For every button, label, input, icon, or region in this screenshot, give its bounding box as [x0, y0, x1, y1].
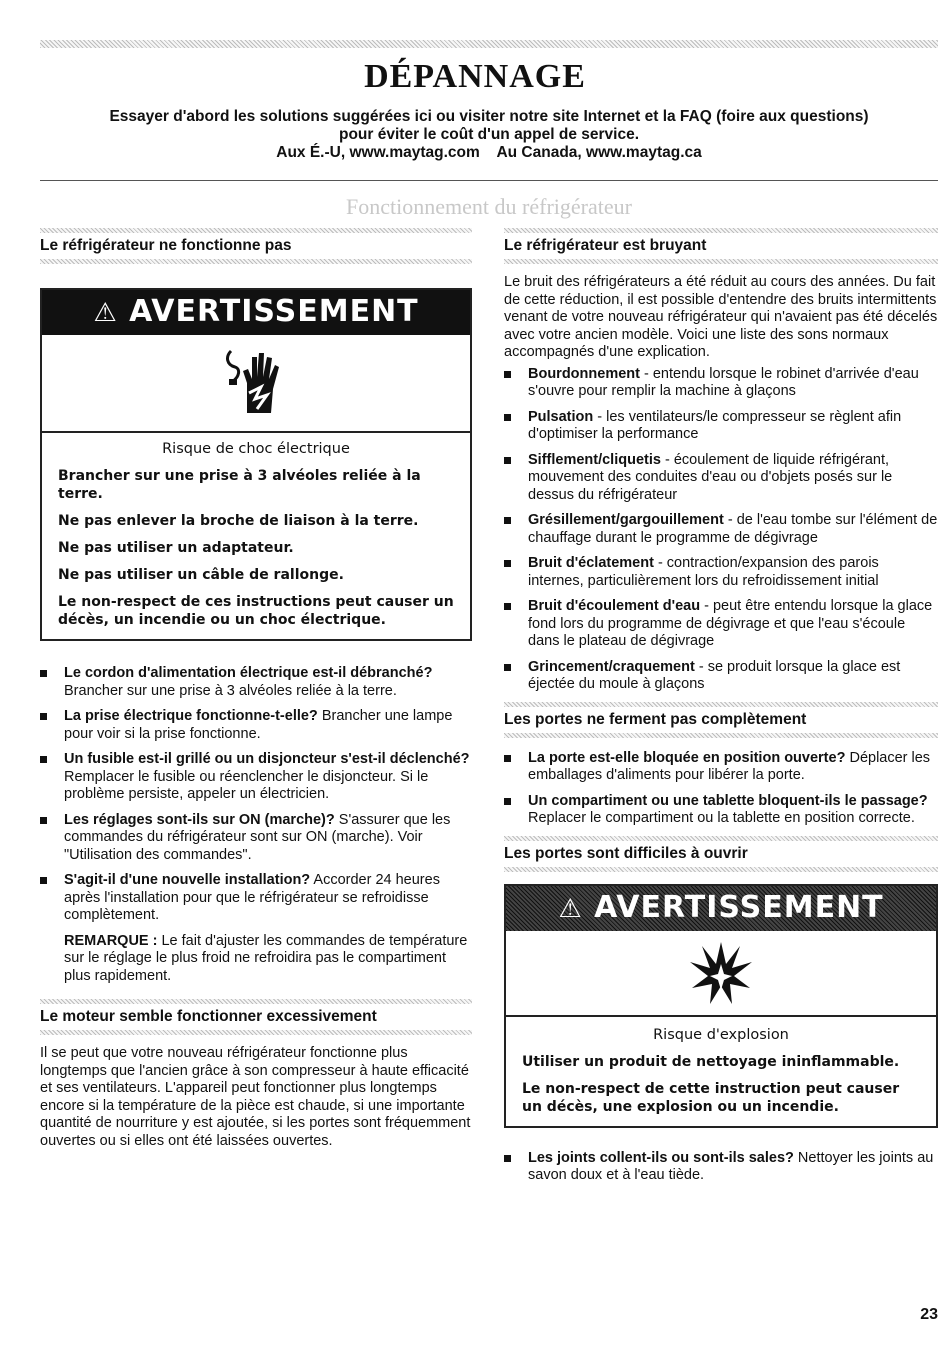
- not-working-list: [40, 665, 472, 925]
- electric-shock-hand-icon: [221, 343, 291, 423]
- subheading: [504, 702, 938, 738]
- heading-not-working: Le réfrigérateur ne fonctionne pas: [40, 237, 292, 254]
- warning-line: Utiliser un produit de nettoyage ininflammable.: [522, 1053, 900, 1070]
- list-item: La porte est-elle bloquée en position ouverte? Déplacer les emballages d'aliments pour libérer la porte.: [504, 750, 938, 785]
- list-item: Grincement/craquement - se produit lorsque la glace est éjectée du moule à glaçons: [504, 659, 938, 694]
- subheading: [40, 999, 472, 1035]
- warning-header: ⚠ AVERTISSEMENT: [42, 290, 470, 335]
- section-title: Fonctionnement du réfrigérateur: [346, 194, 632, 219]
- doors-list: [504, 750, 938, 828]
- warning-line: Brancher sur une prise à 3 alvéoles reliée à la terre.: [58, 468, 421, 502]
- warning-line: Ne pas utiliser un câble de rallonge.: [58, 567, 344, 583]
- left-column: [40, 228, 472, 1150]
- list-item: S'agit-il d'une nouvelle installation? Accorder 24 heures après l'installation pour que le réfrigérateur se refroidisse complètement.: [40, 872, 472, 925]
- warning-line: Ne pas utiliser un adaptateur.: [58, 540, 294, 556]
- list-item: Bourdonnement - entendu lorsque le robinet d'arrivée d'eau s'ouvre pour remplir la machine à glaçons: [504, 366, 938, 401]
- warning-body: [506, 1017, 936, 1126]
- warning-icon-area: [506, 931, 936, 1017]
- warning-header: ⚠ AVERTISSEMENT: [506, 886, 936, 931]
- warning-triangle-icon: ⚠: [93, 298, 118, 328]
- warning-risk: Risque d'explosion: [653, 1026, 789, 1043]
- warning-box-electric: [40, 288, 472, 641]
- subheading: [504, 836, 938, 872]
- warning-triangle-icon: ⚠: [558, 893, 583, 924]
- list-item: Pulsation - les ventilateurs/le compresseur se règlent afin d'optimiser la performance: [504, 409, 938, 444]
- warning-body: [42, 433, 470, 639]
- list-item: Un fusible est-il grillé ou un disjoncteur s'est-il déclenché? Remplacer le fusible ou réenclencher le disjoncteur. Si le problème persiste, appeler un électricien.: [40, 751, 472, 804]
- list-item: Bruit d'éclatement - contraction/expansion des parois internes, particulièrement lors du refroidissement initial: [504, 555, 938, 590]
- list-item: Un compartiment ou une tablette bloquent-ils le passage? Replacer le compartiment ou la tablette en position correcte.: [504, 793, 938, 828]
- explosion-icon: [686, 938, 756, 1008]
- divider: [40, 180, 938, 181]
- heading-doors-hard-to-open: Les portes sont difficiles à ouvrir: [504, 844, 748, 862]
- warning-box-explosion: [504, 884, 938, 1128]
- heading-motor: Le moteur semble fonctionner excessivement: [40, 1008, 377, 1025]
- warning-icon-area: [42, 335, 470, 433]
- intro-text: [40, 108, 938, 162]
- warning-line: Ne pas enlever la broche de liaison à la terre.: [58, 513, 419, 529]
- seals-list: [504, 1150, 938, 1185]
- list-item: Sifflement/cliquetis - écoulement de liquide réfrigérant, mouvement des conduites d'eau ou d'objets posés sur le dessus du réfrigérateur: [504, 452, 938, 505]
- page-number: 23: [920, 1306, 938, 1323]
- note: REMARQUE : Le fait d'ajuster les commandes de température sur le réglage le plus froid ne refroidira pas le compartiment plus rapidement.: [64, 932, 468, 984]
- sounds-list: [504, 366, 938, 694]
- page-title: DÉPANNAGE: [364, 58, 586, 95]
- subheading: [40, 228, 472, 264]
- list-item: Grésillement/gargouillement - de l'eau tombe sur l'élément de chauffage durant le programme de dégivrage: [504, 512, 938, 547]
- top-decorative-band: [40, 40, 938, 48]
- warning-risk: Risque de choc électrique: [162, 441, 350, 457]
- heading-doors-not-closing: Les portes ne ferment pas complètement: [504, 710, 807, 728]
- motor-paragraph: Il se peut que votre nouveau réfrigérateur fonctionne plus longtemps que l'ancien grâce à son compresseur à haute efficacité et ses ventilateurs. L'appareil peut fonctionner plus longtemps encore si la température de la pièce est chaude, si une importante quantité de nourriture y est ajoutée, si les portes sont fréquemment ouvertes ou si elles ont été laissées ouvertes.: [40, 1045, 471, 1149]
- warning-line: Le non-respect de cette instruction peut causer un décès, une explosion ou un incendie.: [522, 1080, 900, 1115]
- right-column: [504, 228, 938, 1193]
- list-item: Bruit d'écoulement d'eau - peut être entendu lorsque la glace fond lors du programme de dégivrage et que l'eau s'écoule dans le plateau de dégivrage: [504, 598, 938, 651]
- list-item: Les réglages sont-ils sur ON (marche)? S'assurer que les commandes du réfrigérateur sont sur ON (marche). Voir "Utilisation des commandes".: [40, 812, 472, 865]
- heading-noisy: Le réfrigérateur est bruyant: [504, 237, 707, 254]
- list-item: Le cordon d'alimentation électrique est-il débranché? Brancher sur une prise à 3 alvéoles reliée à la terre.: [40, 665, 472, 700]
- list-item: Les joints collent-ils ou sont-ils sales? Nettoyer les joints au savon doux et à l'eau tiède.: [504, 1150, 938, 1185]
- intro-line-3: Aux É.-U, www.maytag.com Au Canada, www.maytag.ca: [276, 144, 702, 161]
- intro-line-1: Essayer d'abord les solutions suggérées ici ou visiter notre site Internet et la FAQ (foire aux questions): [109, 108, 869, 125]
- subheading: [504, 228, 938, 264]
- noise-intro: Le bruit des réfrigérateurs a été réduit au cours des années. Du fait de cette réduction, il est possible d'entendre des bruits intermittents venant de votre nouveau réfrigérateur qui n'avaient pas été décelés avec votre ancien modèle. Voici une liste des sons normaux accompagnés d'une explication.: [504, 274, 938, 360]
- intro-line-2: pour éviter le coût d'un appel de service.: [339, 126, 639, 143]
- warning-line: Le non-respect de ces instructions peut causer un décès, un incendie ou un choc électrique.: [58, 594, 454, 628]
- list-item: La prise électrique fonctionne-t-elle? Brancher une lampe pour voir si la prise fonctionne.: [40, 708, 472, 743]
